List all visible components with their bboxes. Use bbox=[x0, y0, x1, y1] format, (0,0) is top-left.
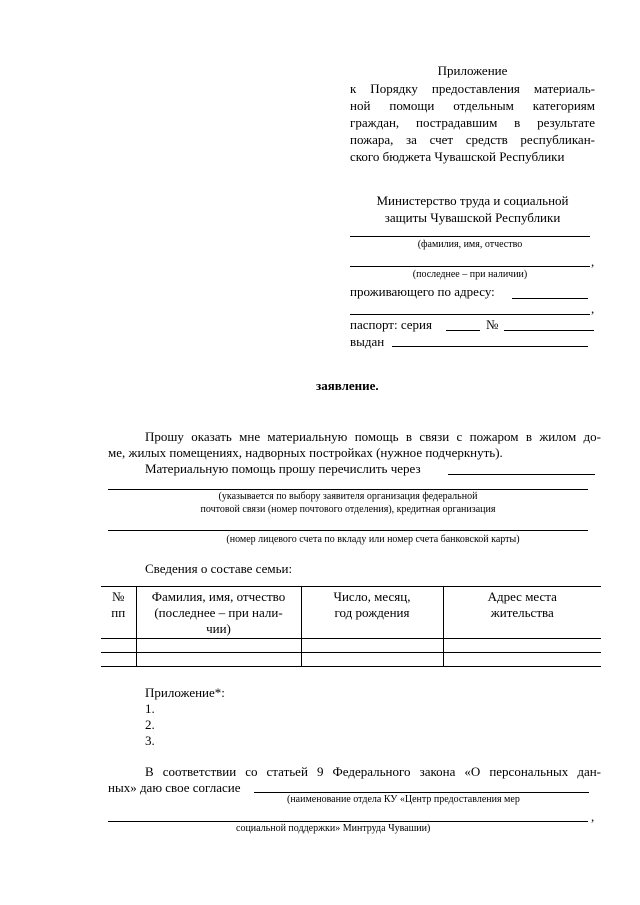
column-address: Адрес места жительства bbox=[443, 587, 601, 639]
fio-hint: (фамилия, имя, отчество bbox=[417, 239, 523, 250]
table-cell[interactable] bbox=[101, 639, 136, 653]
consent-hint-line-1: (наименование отдела КУ «Центр предоставления мер bbox=[287, 794, 520, 805]
consent-line-2: ных» даю свое согласие bbox=[108, 780, 241, 795]
appendix-line-5: ского бюджета Чувашской Республики bbox=[350, 149, 565, 164]
attachment-item-2: 2. bbox=[145, 717, 155, 732]
table-cell[interactable] bbox=[136, 653, 301, 667]
transfer-blank-1[interactable] bbox=[448, 474, 595, 475]
statement-body-line-2: ме, жилых помещениях, надворных постройках (нужное подчеркнуть). bbox=[108, 445, 503, 460]
residing-label: проживающего по адресу: bbox=[350, 284, 495, 299]
consent-line-1: В соответствии со статьей 9 Федерального закона «О персональных дан- bbox=[145, 764, 601, 779]
appendix-line-1: к Порядку предоставления материаль- bbox=[350, 81, 595, 96]
account-blank[interactable] bbox=[108, 530, 588, 531]
table-cell[interactable] bbox=[443, 653, 601, 667]
consent-blank-1[interactable] bbox=[254, 792, 589, 793]
statement-title: заявление. bbox=[316, 378, 379, 393]
patronymic-hint: (последнее – при наличии) bbox=[412, 269, 528, 280]
issued-blank[interactable] bbox=[392, 346, 588, 347]
comma-1: , bbox=[591, 254, 595, 269]
column-birth-date: Число, месяц, год рождения bbox=[301, 587, 443, 639]
appendix-line-2: ной помощи отдельным категориям bbox=[350, 98, 595, 113]
passport-number-label: № bbox=[486, 317, 499, 332]
consent-hint-line-2: социальной поддержки» Минтруда Чувашии) bbox=[236, 823, 431, 834]
column-number: № пп bbox=[101, 587, 136, 639]
ministry-line-1: Министерство труда и социальной bbox=[376, 193, 569, 208]
account-hint: (номер лицевого счета по вкладу или номер счета банковской карты) bbox=[226, 534, 520, 545]
table-row bbox=[101, 653, 601, 667]
ministry-line-2: защиты Чувашской Республики bbox=[384, 210, 561, 225]
family-heading: Сведения о составе семьи: bbox=[145, 561, 293, 576]
table-cell[interactable] bbox=[301, 653, 443, 667]
column-full-name: Фамилия, имя, отчество (последнее – при нали- чии) bbox=[136, 587, 301, 639]
attachments-label: Приложение*: bbox=[145, 685, 225, 700]
appendix-title: Приложение bbox=[437, 63, 508, 78]
passport-series-label: паспорт: серия bbox=[350, 317, 432, 332]
table-cell[interactable] bbox=[301, 639, 443, 653]
attachment-item-3: 3. bbox=[145, 733, 155, 748]
table-cell[interactable] bbox=[443, 639, 601, 653]
transfer-hint-line-2: почтовой связи (номер почтового отделения), кредитная организация bbox=[200, 504, 496, 515]
family-table bbox=[101, 586, 601, 667]
transfer-hint-line-1: (указывается по выбору заявителя организация федеральной bbox=[218, 491, 478, 502]
consent-blank-2[interactable] bbox=[108, 821, 588, 822]
appendix-line-3: граждан, пострадавшим в результате bbox=[350, 115, 595, 130]
passport-series-blank[interactable] bbox=[446, 330, 480, 331]
address-blank-line[interactable] bbox=[512, 298, 588, 299]
appendix-line-4: пожара, за счет средств республикан- bbox=[350, 132, 595, 147]
table-cell[interactable] bbox=[101, 653, 136, 667]
consent-comma: , bbox=[591, 809, 595, 824]
statement-body-line-1: Прошу оказать мне материальную помощь в связи с пожаром в жилом до- bbox=[145, 429, 601, 444]
fio-blank-line-2[interactable] bbox=[350, 266, 590, 267]
transfer-label: Материальную помощь прошу перечислить через bbox=[145, 461, 421, 476]
transfer-blank-2[interactable] bbox=[108, 489, 588, 490]
family-table-header bbox=[101, 587, 601, 639]
attachment-item-1: 1. bbox=[145, 701, 155, 716]
fio-blank-line[interactable] bbox=[350, 236, 590, 237]
table-row bbox=[101, 639, 601, 653]
comma-2: , bbox=[591, 301, 595, 316]
issued-label: выдан bbox=[350, 334, 385, 349]
table-cell[interactable] bbox=[136, 639, 301, 653]
address-blank-line-2[interactable] bbox=[350, 314, 590, 315]
passport-number-blank[interactable] bbox=[504, 330, 594, 331]
